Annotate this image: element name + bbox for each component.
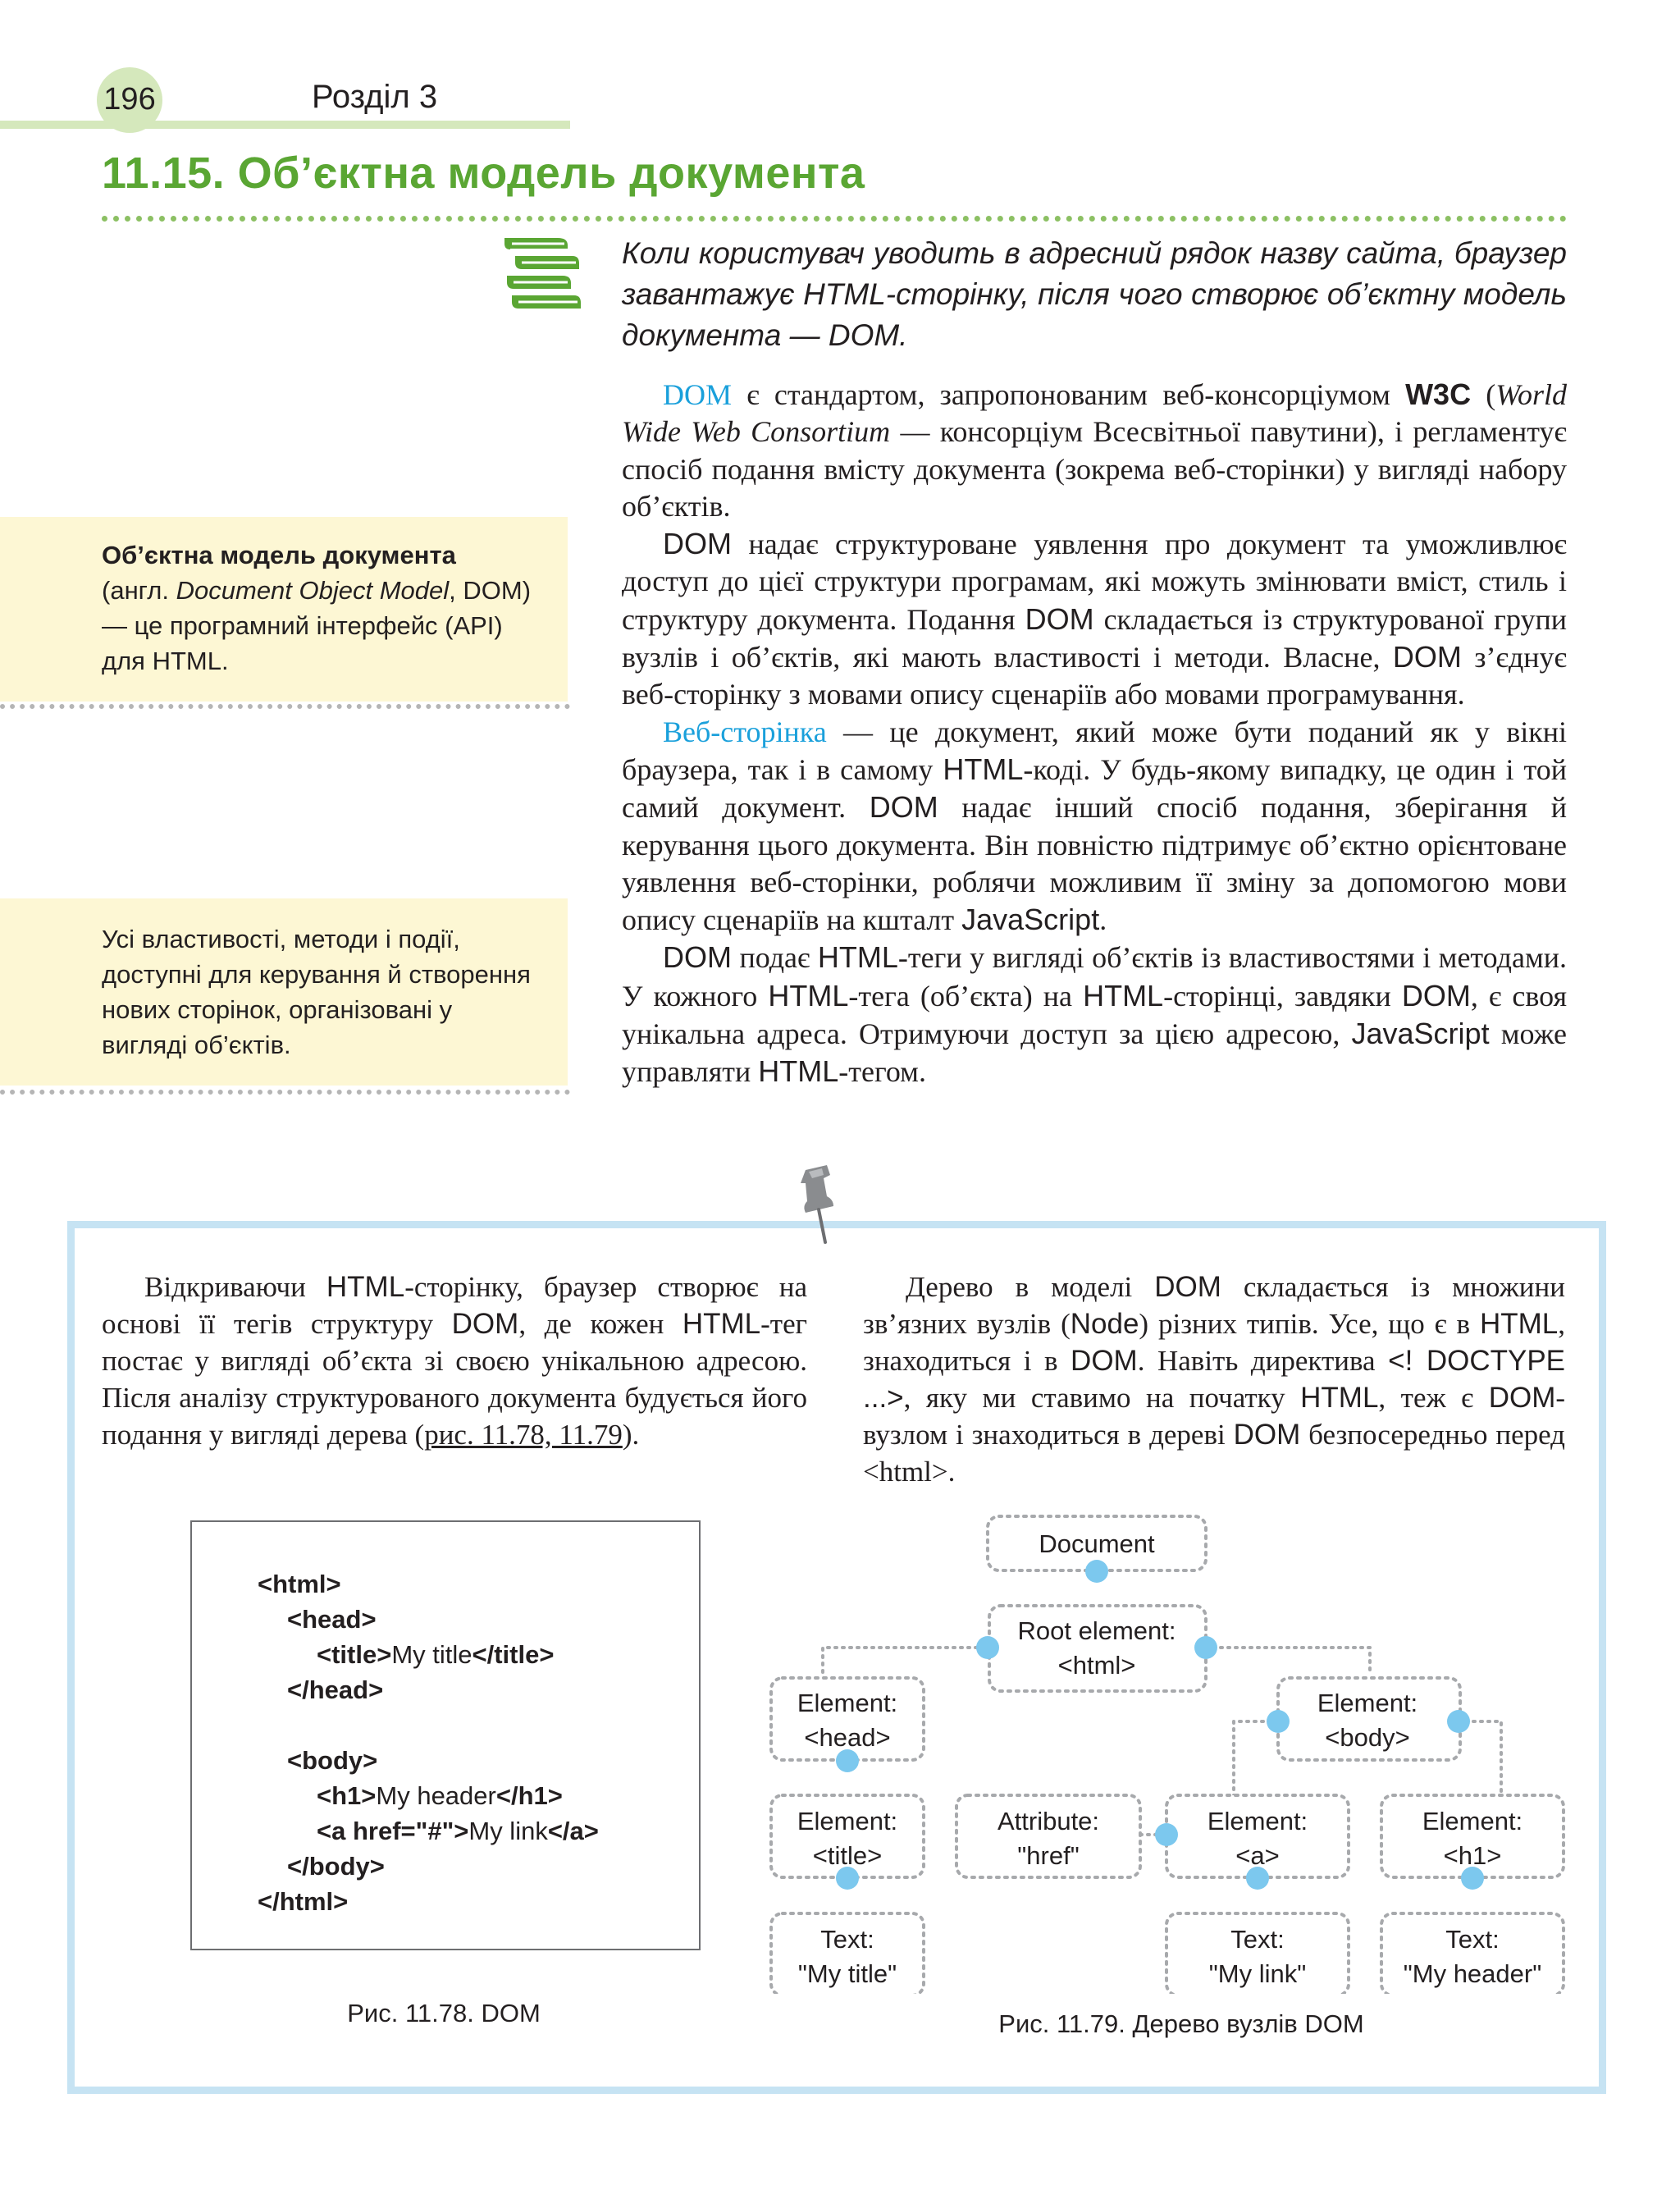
p4-g: -тегом. — [838, 1055, 926, 1089]
code-l7-open: <a href="#"> — [317, 1817, 469, 1845]
code-l8: </body> — [287, 1852, 385, 1881]
p2-c: з’єднує веб-сторінку з мовами опису сценаріїв або мовами програмування. — [622, 641, 1567, 711]
right-i: безпосередньо перед <html>. — [863, 1419, 1565, 1488]
pushpin-icon — [788, 1163, 853, 1246]
p3-js: JavaScript — [961, 903, 1100, 937]
left-html2: HTML — [682, 1308, 761, 1340]
code-figure — [190, 1520, 701, 1950]
note1-divider — [0, 704, 570, 709]
figure-11-78-caption: Рис. 11.78. DOM — [347, 1999, 541, 2027]
p4-html4: HTML — [758, 1054, 839, 1089]
p4-js: JavaScript — [1351, 1017, 1490, 1051]
p3-html: HTML — [943, 752, 1024, 786]
paragraph-2 — [622, 525, 1567, 713]
label-head-2: <head> — [804, 1723, 891, 1752]
right-a: Дерево в моделі — [906, 1271, 1155, 1303]
p4-b: -теги у вигляді об’єктів із властивостями і методами. У кожного — [622, 941, 1567, 1013]
code-l6-open: <h1> — [317, 1781, 377, 1810]
books-icon — [500, 231, 582, 313]
code-line-5 — [287, 1746, 377, 1776]
label-text-link-2: "My link" — [1208, 1959, 1307, 1988]
label-text-title-1: Text: — [820, 1925, 874, 1954]
label-a-2: <a> — [1235, 1841, 1280, 1870]
right-dom1: DOM — [1154, 1271, 1221, 1303]
p2-dom1: DOM — [663, 527, 732, 561]
right-html1: HTML — [1479, 1308, 1559, 1340]
code-l2: <head> — [287, 1605, 377, 1634]
p1-c: — консорціум Всесвітньої павутини), і регламентує спосіб подання вмісту документа (зокрема веб-сторінки) у вигляді набору об’єктів. — [622, 415, 1567, 523]
port-h1 — [1461, 1867, 1484, 1890]
port-root-right — [1194, 1636, 1217, 1659]
definition-text-italic: Document Object Model — [176, 576, 450, 605]
left-paragraph — [102, 1268, 807, 1453]
right-g: , теж є — [1378, 1382, 1489, 1414]
code-line-9 — [258, 1887, 348, 1917]
right-b: складається із множини зв’язних вузлів ( — [863, 1271, 1565, 1340]
page-number: 196 — [103, 82, 156, 117]
dom-tree-diagram — [738, 1510, 1591, 1994]
section-title: 11.15. Об’єктна модель документа — [102, 149, 865, 198]
code-l7-close: </a> — [547, 1817, 599, 1845]
right-paragraph — [863, 1268, 1565, 1490]
code-l4: </head> — [287, 1675, 384, 1704]
left-column-text — [102, 1268, 807, 1453]
p3-a: — це документ, який може бути поданий як у вікні браузера, так і в самому — [622, 715, 1567, 786]
port-head — [836, 1749, 859, 1772]
label-h1-1: Element: — [1422, 1807, 1523, 1835]
left-dom: DOM — [451, 1308, 519, 1340]
p4-e: , є своя унікальна адреса. Отримуючи доступ за цією адресою, — [622, 979, 1567, 1051]
p4-dom1: DOM — [663, 940, 732, 975]
p1-b: ( — [1471, 378, 1496, 411]
paragraph-1 — [622, 376, 1567, 525]
left-c: , де кожен — [518, 1308, 682, 1340]
term-dom: DOM — [663, 378, 733, 411]
label-body-2: <body> — [1325, 1723, 1410, 1752]
connector-root-head — [823, 1648, 988, 1672]
right-html2: HTML — [1300, 1382, 1379, 1414]
code-l3-open: <title> — [317, 1640, 392, 1669]
left-html1: HTML — [326, 1271, 405, 1303]
right-h: -вузлом і знаходиться в дереві — [863, 1382, 1565, 1451]
label-text-link-1: Text: — [1230, 1925, 1285, 1954]
objects-note-text: Усі властивості, методи і події, доступні для керування й створення нових сторінок, організовані у вигляді об’єктів. — [102, 925, 531, 1059]
p4-a: подає — [732, 941, 818, 975]
code-line-2 — [287, 1605, 377, 1634]
label-text-title-2: "My title" — [797, 1959, 897, 1988]
label-title-2: <title> — [812, 1841, 883, 1870]
label-body-1: Element: — [1317, 1689, 1418, 1717]
code-l3-close: </title> — [472, 1640, 555, 1669]
p4-html3: HTML — [1083, 978, 1164, 1013]
label-text-header-1: Text: — [1445, 1925, 1500, 1954]
label-text-header-2: "My header" — [1403, 1959, 1542, 1988]
port-title — [836, 1867, 859, 1890]
p4-d: -сторінці, завдяки — [1163, 979, 1402, 1013]
port-body-right — [1447, 1710, 1470, 1733]
label-attr-2: "href" — [1017, 1841, 1080, 1870]
p2-dom3: DOM — [1392, 640, 1462, 674]
p4-html2: HTML — [768, 978, 849, 1013]
p2-b: складається із структурованої групи вузлів і об’єктів, які мають властивості і методи. Власне, — [622, 602, 1567, 674]
label-a-1: Element: — [1207, 1807, 1308, 1835]
p2-a: надає структуроване уявлення про документ та уможливлює доступ до цієї структури програмам, які можуть змінювати вміст, стиль і структуру документа. Подання — [622, 528, 1567, 636]
code-l5: <body> — [287, 1746, 378, 1775]
left-d: -тег постає у вигляді об’єкта зі своєю унікальною адресою. Після аналізу структурованого документа будується його подання у вигляді дерева ( — [102, 1308, 807, 1451]
right-dom3: DOM — [1488, 1382, 1556, 1414]
label-document: Document — [1039, 1529, 1155, 1558]
code-l3-text: My title — [391, 1640, 472, 1669]
paragraph-3 — [622, 714, 1567, 939]
code-line-7 — [317, 1817, 599, 1846]
port-a-left — [1155, 1823, 1178, 1846]
left-e: ). — [622, 1419, 640, 1451]
connector-root-body — [1206, 1648, 1370, 1672]
note2-divider — [0, 1090, 570, 1095]
code-l9: </html> — [258, 1887, 349, 1916]
p3-dom: DOM — [869, 790, 938, 825]
definition-text-a: (англ. — [102, 576, 176, 605]
title-divider — [102, 216, 1567, 222]
right-column-text — [863, 1268, 1565, 1490]
code-line-3 — [317, 1640, 554, 1670]
connector-body-h1 — [1459, 1721, 1501, 1803]
right-d: , знаходиться і в — [863, 1308, 1566, 1377]
label-h1-2: <h1> — [1443, 1841, 1502, 1870]
code-l7-text: My link — [468, 1817, 548, 1845]
port-root-left — [976, 1636, 999, 1659]
left-b: -сторінку, браузер створює на основі її тегів структуру — [102, 1271, 808, 1340]
code-line-1 — [258, 1570, 341, 1599]
left-a: Відкриваючи — [144, 1271, 326, 1303]
right-dom4: DOM — [1233, 1419, 1301, 1451]
label-root-1: Root element: — [1017, 1616, 1176, 1645]
p1-a: є стандартом, запропонованим веб-консорціумом — [732, 378, 1406, 411]
code-l1: <html> — [258, 1570, 341, 1598]
figure-reference-link[interactable]: рис. 11.78, 11.79 — [424, 1419, 623, 1451]
code-line-8 — [287, 1852, 385, 1881]
figure-11-79-caption: Рис. 11.79. Дерево вузлів DOM — [998, 2009, 1364, 2038]
p4-f: може управляти — [622, 1017, 1567, 1089]
code-line-6 — [317, 1781, 563, 1811]
port-document — [1085, 1560, 1108, 1583]
port-body-left — [1267, 1710, 1290, 1733]
label-head-1: Element: — [797, 1689, 898, 1717]
p4-dom2: DOM — [1401, 978, 1471, 1013]
main-text — [622, 376, 1567, 1091]
term-web-page: Веб-сторінка — [663, 715, 827, 748]
label-title-1: Element: — [797, 1807, 898, 1835]
term-w3c: W3C — [1405, 377, 1472, 411]
p3-b: -коді. У будь-якому випадку, це один і той самий документ. — [622, 752, 1567, 825]
code-l6-text: My header — [376, 1781, 496, 1810]
p2-dom2: DOM — [1025, 601, 1094, 636]
definition-note-text — [102, 537, 536, 679]
definition-term: Об’єктна модель документа — [102, 541, 456, 569]
intro-text: Коли користувач уводить в адресний рядок назву сайта, браузер завантажує HTML-сторінку, після чого створює об’єктну модель документа — DOM. — [622, 236, 1567, 352]
right-node: Node — [1070, 1308, 1139, 1340]
right-f: , яку ми ставимо на початку — [903, 1382, 1301, 1414]
header-bar — [0, 121, 570, 129]
right-dom2: DOM — [1071, 1345, 1138, 1377]
p3-d: . — [1099, 903, 1107, 937]
right-e: . Навіть директива — [1137, 1345, 1389, 1377]
label-root-2: <html> — [1057, 1651, 1136, 1680]
p4-html1: HTML — [817, 940, 898, 975]
code-line-4 — [287, 1675, 383, 1705]
code-l6-close: </h1> — [495, 1781, 563, 1810]
p1-italic: World Wide Web Consortium — [622, 378, 1567, 449]
label-attr-1: Attribute: — [997, 1807, 1100, 1835]
paragraph-4 — [622, 939, 1567, 1090]
right-doctype: <! DOCTYPE ...> — [863, 1345, 1566, 1414]
p3-c: надає інший спосіб подання, зберігання й керування цього документа. Він повністю підтримує об’єктно орієнтоване уявлення веб-сторінки, роблячи можливим її зміну за допомогою мови опису сценаріїв на кшталт — [622, 791, 1567, 937]
p4-c: -тега (об’єкта) на — [848, 979, 1084, 1013]
chapter-label: Розділ 3 — [312, 79, 438, 115]
port-a-bottom — [1246, 1867, 1269, 1890]
right-c: ) різних типів. Усе, що є в — [1139, 1308, 1480, 1340]
definition-text-b: , DOM) — це програмний інтерфейс (API) для HTML. — [102, 576, 532, 675]
